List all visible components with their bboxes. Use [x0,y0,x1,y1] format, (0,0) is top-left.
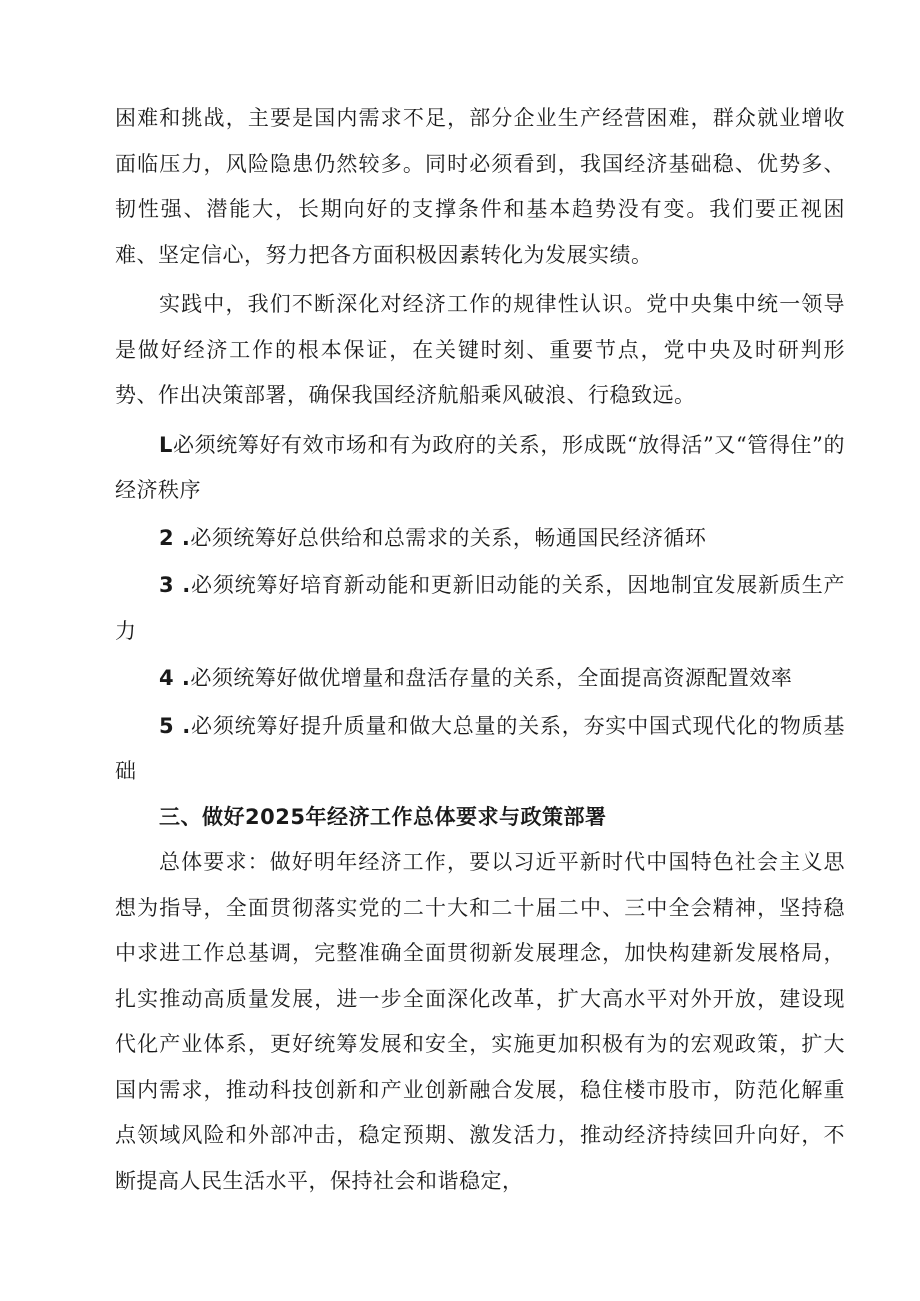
section-heading: 三、做好2025年经济工作总体要求与政策部署 [159,804,607,829]
list-text-5: 必须统筹好提升质量和做大总量的关系，夯实中国式现代化的物质基础 [115,713,846,783]
paragraph-general-requirements: 总体要求：做好明年经济工作，要以习近平新时代中国特色社会主义思想为指导，全面贯彻落实党的二十大和二十届二中、三中全会精神，坚持稳中求进工作总基调，完整准确全面贯彻新发展理念，加快构建新发展格局，扎实推动高质量发展，进一步全面深化改革，扩大高水平对外开放，建设现代化产业体系，更好统筹发展和安全，实施更加积极有为的宏观政策，扩大国内需求，推动科技创新和产业创新融合发展，稳住楼市股市，防范化解重点领域风险和外部冲击，稳定预期、激发活力，推动经济持续回升向好，不断提高人民生活水平，保持社会和谐稳定， [115,850,845,1193]
list-text-2: 必须统筹好总供给和总需求的关系，畅通国民经济循环 [190,525,707,550]
list-item-5 [115,704,845,795]
list-text-4: 必须统筹好做优增量和盘活存量的关系，全面提高资源配置效率 [190,666,793,690]
document-page [115,96,845,1204]
list-number-5: 5 . [159,713,191,738]
list-number-2: 2 . [159,525,191,550]
paragraph-practice: 实践中，我们不断深化对经济工作的规律性认识。党中央集中统一领导是做好经济工作的根本保证，在关键时刻、重要节点，党中央及时研判形势、作出决策部署，确保我国经济航船乘风破浪、行稳致远。 [115,292,845,407]
list-item-4 [115,656,845,702]
list-text-1: 必须统筹好有效市场和有为政府的关系，形成既“放得活”又“管得住”的经济秩序 [115,432,845,502]
paragraph-continuation: 困难和挑战，主要是国内需求不足，部分企业生产经营困难，群众就业增收面临压力，风险隐患仍然较多。同时必须看到，我国经济基础稳、优势多、韧性强、潜能大，长期向好的支撑条件和基本趋势没有变。我们要正视困难、坚定信心，努力把各方面积极因素转化为发展实绩。 [115,106,845,267]
list-item-1 [115,423,845,514]
list-item-3 [115,563,845,654]
list-number-4: 4 . [159,666,191,690]
list-number-3: 3 . [159,573,191,597]
list-number-1: L [159,432,173,457]
list-text-3: 必须统筹好培育新动能和更新旧动能的关系，因地制宜发展新质生产力 [115,573,846,643]
list-item-2 [115,516,845,562]
